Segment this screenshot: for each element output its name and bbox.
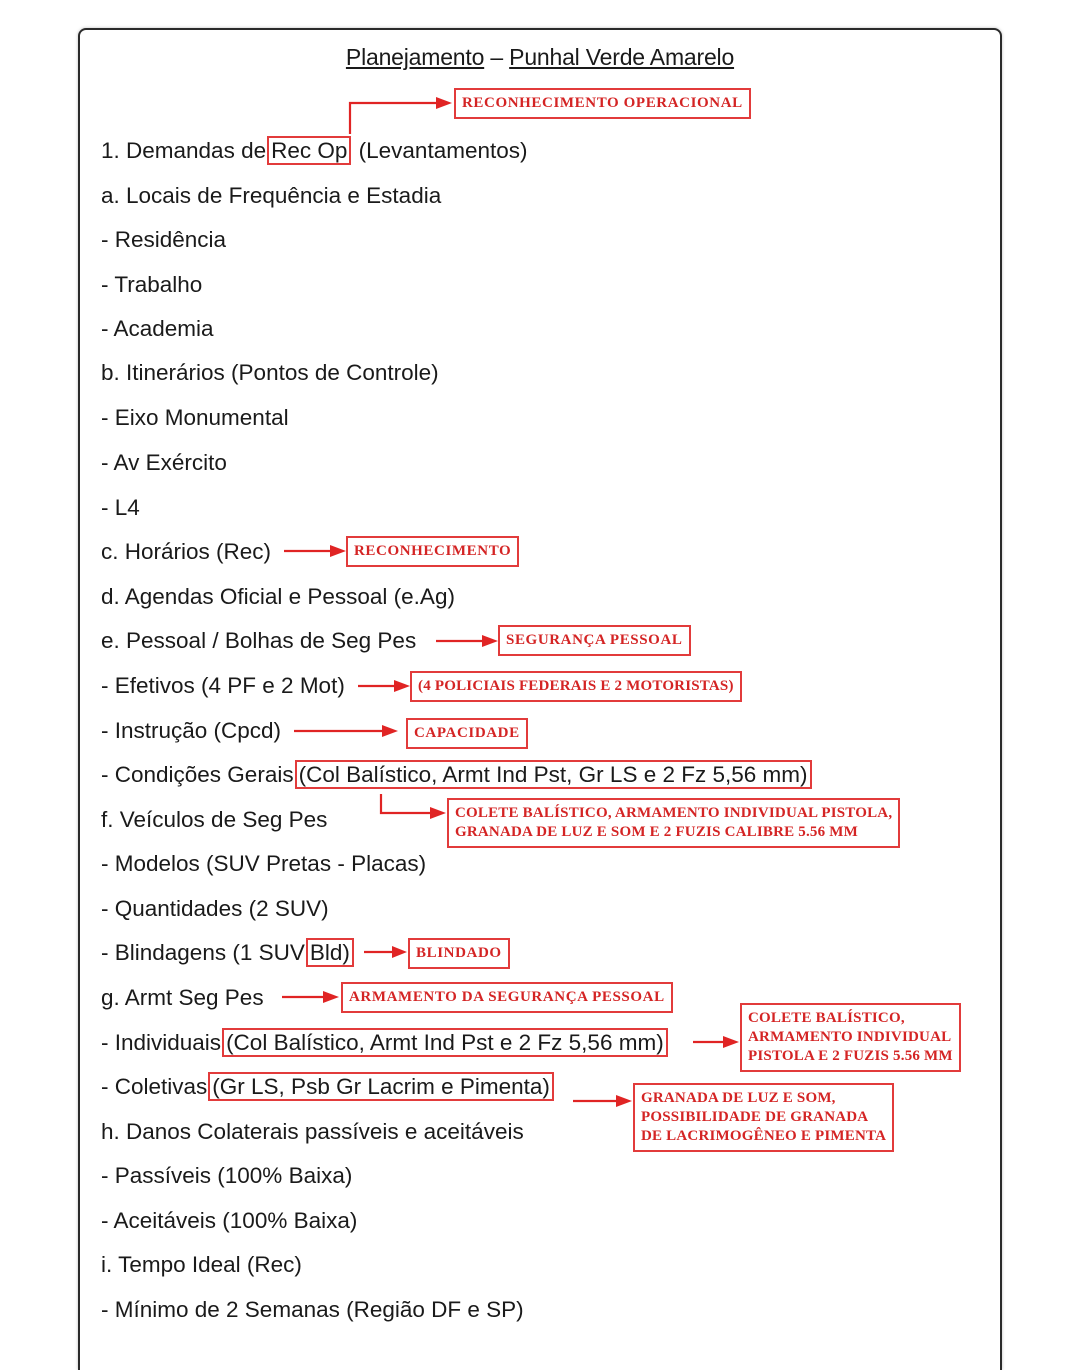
line-item: g. Armt Seg Pes [101,985,264,1010]
annotation-coletivas [633,1083,894,1152]
annotation-efetivos: (4 POLICIAIS FEDERAIS E 2 MOTORISTAS) [410,671,742,702]
line-condicoes [101,760,813,790]
annotation-line: POSSIBILIDADE DE GRANADA [641,1109,869,1125]
line-text: 1. Demandas de [101,138,267,163]
document-title [0,44,1080,71]
line-item: - Trabalho [101,272,203,297]
annotation-line: DE LACRIMOGÊNEO E PIMENTA [641,1128,887,1144]
annotation-rec-op: RECONHECIMENTO OPERACIONAL [454,88,751,119]
line-text: - Condições Gerais [101,762,294,787]
highlight-box: Rec Op [267,136,351,165]
line-individuais [101,1028,669,1058]
line-item: b. Itinerários (Pontos de Controle) [101,360,439,385]
annotation-cpcd: CAPACIDADE [406,718,528,749]
line-text: - Coletivas [101,1074,208,1099]
line-text: - Blindagens (1 SUV [101,940,305,965]
line-item: - Residência [101,227,227,252]
line-item: - Modelos (SUV Pretas - Placas) [101,851,427,876]
line-item: - Quantidades (2 SUV) [101,896,329,921]
line-item: i. Tempo Ideal (Rec) [101,1252,302,1277]
line-item: - Academia [101,316,214,341]
title-separator: – [484,44,510,70]
line-item: - Mínimo de 2 Semanas (Região DF e SP) [101,1297,524,1322]
highlight-box: (Gr LS, Psb Gr Lacrim e Pimenta) [208,1072,554,1101]
annotation-seg-pes: SEGURANÇA PESSOAL [498,625,691,656]
line-text: - Individuais [101,1030,222,1055]
annotation-line: PISTOLA E 2 FUZIS 5.56 MM [748,1048,953,1064]
highlight-box: (Col Balístico, Armt Ind Pst, Gr LS e 2 Fz 5,56 mm) [295,760,812,789]
line-item: - Efetivos (4 PF e 2 Mot) [101,673,345,698]
annotation-line: ARMAMENTO INDIVIDUAL [748,1029,952,1045]
line-item: f. Veículos de Seg Pes [101,807,328,832]
annotation-line: GRANADA DE LUZ E SOM E 2 FUZIS CALIBRE 5.56 MM [455,824,858,840]
annotation-condicoes-gerais [447,798,900,848]
line-item: - Av Exército [101,450,227,475]
highlight-box: Bld) [306,938,354,967]
line-item: e. Pessoal / Bolhas de Seg Pes [101,628,417,653]
line-blindagens [101,938,355,968]
annotation-bld: BLINDADO [408,938,510,969]
line-item: c. Horários (Rec) [101,539,272,564]
line-coletivas [101,1072,555,1102]
annotation-line: COLETE BALÍSTICO, [748,1010,905,1026]
annotation-line: GRANADA DE LUZ E SOM, [641,1090,836,1106]
line-item: - Instrução (Cpcd) [101,718,282,743]
line-item: - L4 [101,495,140,520]
annotation-rec: RECONHECIMENTO [346,536,519,567]
highlight-box: (Col Balístico, Armt Ind Pst e 2 Fz 5,56 mm) [222,1028,668,1057]
annotation-line: COLETE BALÍSTICO, ARMAMENTO INDIVIDUAL PISTOLA, [455,805,893,821]
line-item: - Aceitáveis (100% Baixa) [101,1208,358,1233]
line-item: a. Locais de Frequência e Estadia [101,183,442,208]
annotation-armt-seg-pes: ARMAMENTO DA SEGURANÇA PESSOAL [341,982,673,1013]
title-part-2: Punhal Verde Amarelo [509,44,735,70]
title-part-1: Planejamento [345,44,485,70]
line-item: - Passíveis (100% Baixa) [101,1163,353,1188]
line-item: - Eixo Monumental [101,405,289,430]
line-item: d. Agendas Oficial e Pessoal (e.Ag) [101,584,455,609]
line-item: h. Danos Colaterais passíveis e aceitáveis [101,1119,524,1144]
line-demandas [101,136,527,166]
line-text: (Levantamentos) [352,138,528,163]
annotation-individuais [740,1003,961,1072]
